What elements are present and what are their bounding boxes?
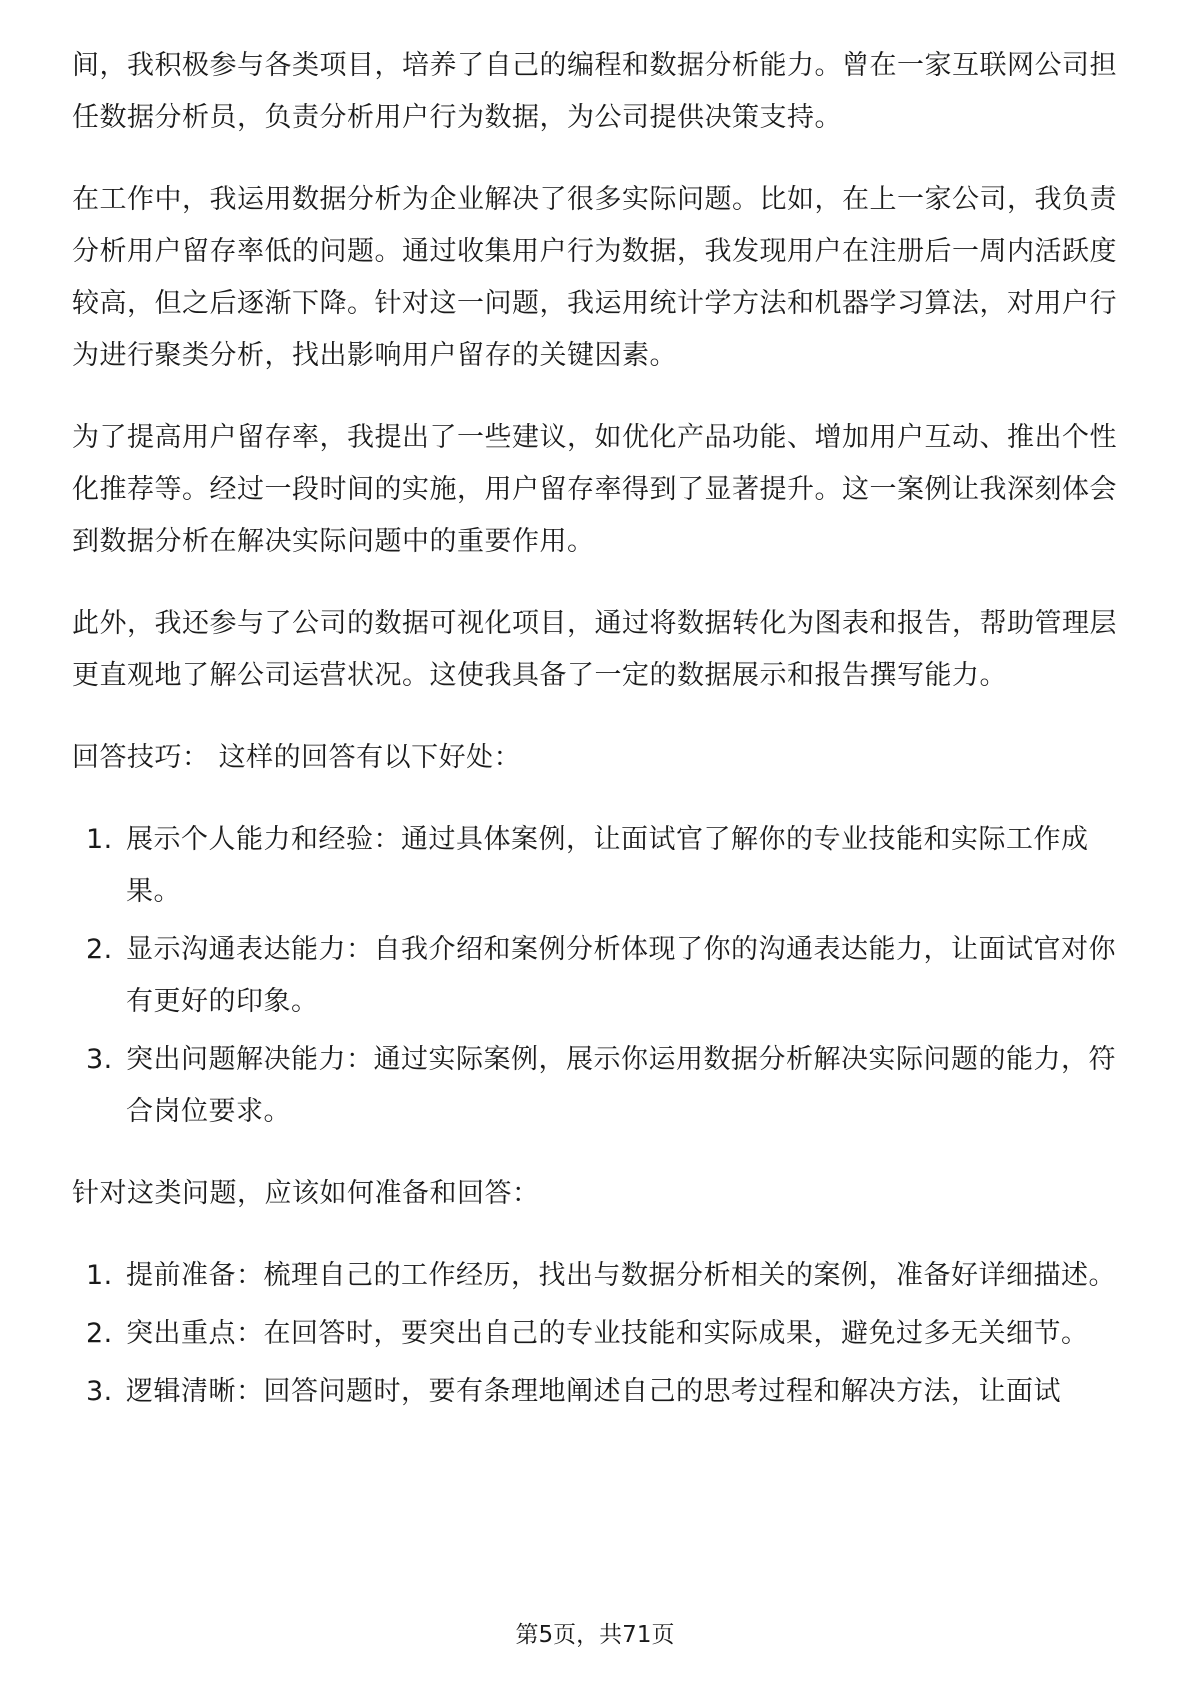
list-number: 3. — [86, 1376, 113, 1407]
list-number: 2. — [86, 934, 113, 965]
list-item — [72, 1034, 1120, 1138]
list-item — [72, 924, 1120, 1028]
paragraph-1: 间，我积极参与各类项目，培养了自己的编程和数据分析能力。曾在一家互联网公司担任数据分析员，负责分析用户行为数据，为公司提供决策支持。 — [72, 50, 1117, 133]
list-text: 突出问题解决能力：通过实际案例，展示你运用数据分析解决实际问题的能力，符合岗位要求。 — [126, 1044, 1116, 1127]
list-number: 3. — [86, 1044, 113, 1075]
list-item — [72, 1308, 1120, 1360]
list-text: 逻辑清晰：回答问题时，要有条理地阐述自己的思考过程和解决方法，让面试 — [126, 1376, 1061, 1407]
list-number: 2. — [86, 1318, 113, 1349]
list-item — [72, 814, 1120, 918]
tips-list — [72, 814, 1120, 1138]
prep-list — [72, 1250, 1120, 1418]
list-item — [72, 1366, 1120, 1418]
page-content — [72, 40, 1120, 1448]
list-item — [72, 1250, 1120, 1302]
list-text: 展示个人能力和经验：通过具体案例，让面试官了解你的专业技能和实际工作成果。 — [126, 824, 1089, 907]
paragraph-2: 在工作中，我运用数据分析为企业解决了很多实际问题。比如，在上一家公司，我负责分析用户留存率低的问题。通过收集用户行为数据，我发现用户在注册后一周内活跃度较高，但之后逐渐下降。针对这一问题，我运用统计学方法和机器学习算法，对用户行为进行聚类分析，找出影响用户留存的关键因素。 — [72, 184, 1117, 371]
list-number: 1. — [86, 1260, 113, 1291]
paragraph-4: 此外，我还参与了公司的数据可视化项目，通过将数据转化为图表和报告，帮助管理层更直观地了解公司运营状况。这使我具备了一定的数据展示和报告撰写能力。 — [72, 608, 1117, 691]
list-text: 提前准备：梳理自己的工作经历，找出与数据分析相关的案例，准备好详细描述。 — [126, 1260, 1116, 1291]
tips-heading: 回答技巧： 这样的回答有以下好处： — [72, 742, 522, 773]
page-number: 第5页，共71页 — [515, 1622, 675, 1648]
list-text: 显示沟通表达能力：自我介绍和案例分析体现了你的沟通表达能力，让面试官对你有更好的印象。 — [126, 934, 1116, 1017]
prep-heading: 针对这类问题，应该如何准备和回答： — [72, 1178, 540, 1209]
list-text: 突出重点：在回答时，要突出自己的专业技能和实际成果，避免过多无关细节。 — [126, 1318, 1089, 1349]
paragraph-3: 为了提高用户留存率，我提出了一些建议，如优化产品功能、增加用户互动、推出个性化推荐等。经过一段时间的实施，用户留存率得到了显著提升。这一案例让我深刻体会到数据分析在解决实际问题中的重要作用。 — [72, 422, 1117, 557]
list-number: 1. — [86, 824, 113, 855]
